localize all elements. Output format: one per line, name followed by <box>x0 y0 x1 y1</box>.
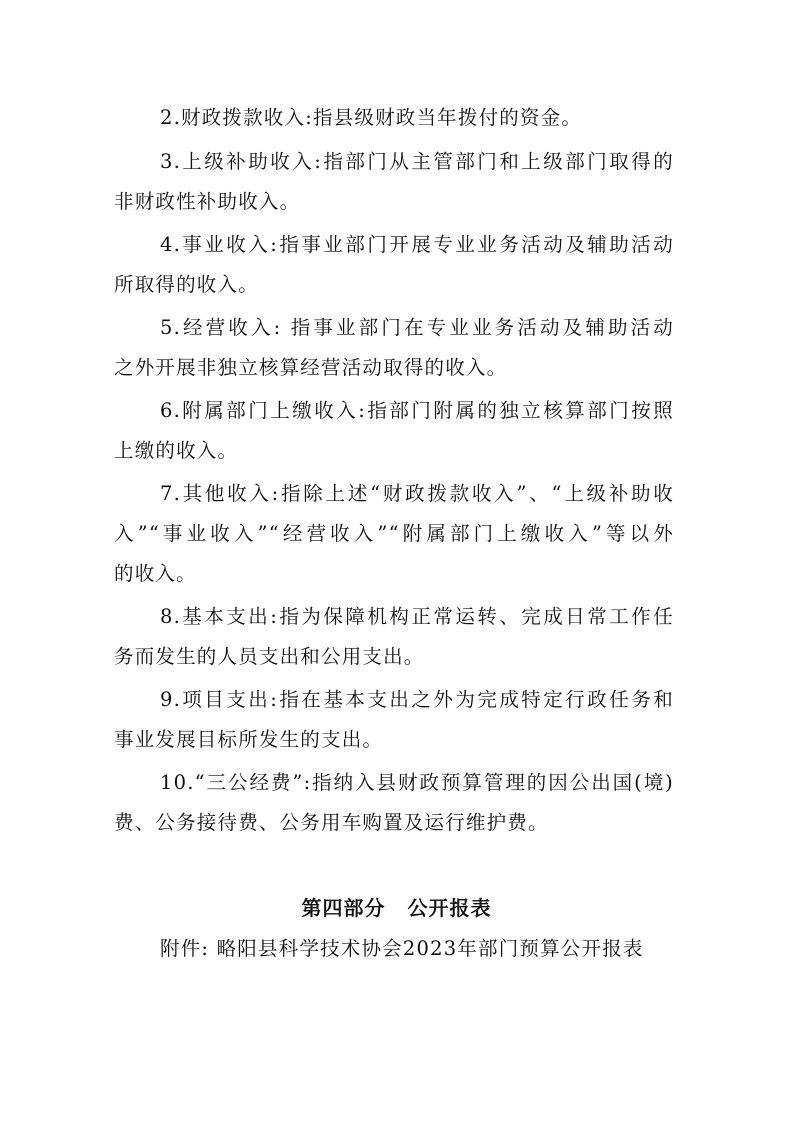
paragraph-10-line-2: 费、公务接待费、公务用车购置及运行维护费。 <box>114 811 549 834</box>
paragraph-7-line-2: 入”“事业收入”“经营收入”“附属部门上缴收入”等以外 <box>114 522 674 545</box>
paragraph-3-line-2: 非财政性补助收入。 <box>114 190 301 213</box>
paragraph-6-line-1: 6.附属部门上缴收入:指部门附属的独立核算部门按照 <box>160 399 674 422</box>
paragraph-8-line-2: 务而发生的人员支出和公用支出。 <box>114 645 425 668</box>
paragraph-5-line-1: 5.经营收入: 指事业部门在专业业务活动及辅助活动 <box>160 316 674 339</box>
paragraph-10-line-1: 10.“三公经费”:指纳入县财政预算管理的因公出国(境) <box>160 771 674 794</box>
section-heading <box>0 894 793 922</box>
paragraph-9-line-2: 事业发展目标所发生的支出。 <box>114 728 384 751</box>
paragraph-8-line-1: 8.基本支出:指为保障机构正常运转、完成日常工作任 <box>160 605 674 628</box>
paragraph-7-line-3: 的收入。 <box>114 562 197 585</box>
attachment-line: 附件: 略阳县科学技术协会2023年部门预算公开报表 <box>160 937 644 960</box>
paragraph-5-line-2: 之外开展非独立核算经营活动取得的收入。 <box>114 356 508 379</box>
paragraph-3-line-1: 3.上级补助收入:指部门从主管部门和上级部门取得的 <box>160 150 674 173</box>
paragraph-4-line-2: 所取得的收入。 <box>114 273 259 296</box>
paragraph-9-line-1: 9.项目支出:指在基本支出之外为完成特定行政任务和 <box>160 688 674 711</box>
section-part: 第四部分 <box>301 896 386 920</box>
paragraph-4-line-1: 4.事业收入:指事业部门开展专业业务活动及辅助活动 <box>160 233 674 256</box>
paragraph-6-line-2: 上缴的收入。 <box>114 439 239 462</box>
paragraph-7-line-1: 7.其他收入:指除上述“财政拨款收入”、“上级补助收 <box>160 482 674 505</box>
section-title: 公开报表 <box>407 896 492 920</box>
paragraph-2-line-1: 2.财政拨款收入:指县级财政当年拨付的资金。 <box>160 106 583 129</box>
